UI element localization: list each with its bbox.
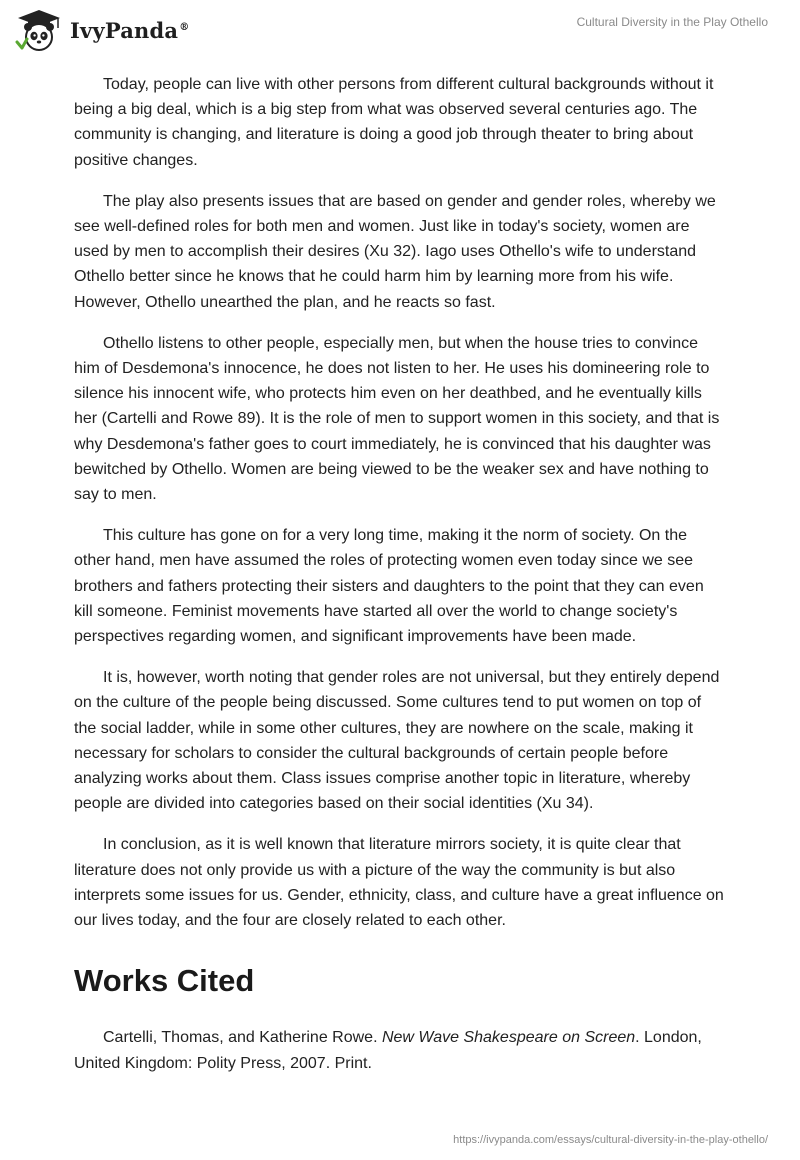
brand-logo[interactable] [14,8,189,52]
essay-body [74,72,726,1092]
citation-details: . London, United Kingdom: Polity Press, 2007. Print. [74,1029,702,1072]
citation-entry [74,1025,726,1075]
document-title: Cultural Diversity in the Play Othello [576,15,768,29]
source-url[interactable]: https://ivypanda.com/essays/cultural-diversity-in-the-play-othello/ [453,1134,768,1146]
body-paragraph: The play also presents issues that are based on gender and gender roles, whereby we see well-defined roles for both men and women. Just like in today's society, women are used by men to accomplish their desires (Xu 32). Iago uses Othello's wife to understand Othello better since he knows that he could harm him by learning more from his wife. However, Othello unearthed the plan, and he reacts so fast. [74,192,716,311]
works-cited-heading: Works Cited [74,963,255,999]
body-paragraph: This culture has gone on for a very long time, making it the norm of society. On the other hand, men have assumed the roles of protecting women even today since we see brothers and fathers protecting their sisters and daughters to the point that they can even kill someone. Feminist movements have started all over the world to change society's perspectives regarding women, and significant improvements have been made. [74,527,704,646]
body-paragraph: Othello listens to other people, especially men, but when the house tries to convince him of Desdemona's innocence, he does not listen to her. He uses his domineering role to silence his innocent wife, who protects him even on her deathbed, and he eventually kills her (Cartelli and Rowe 89). It is the role of men to support women in this society, and that is why Desdemona's father goes to court immediately, he is convinced that his daughter was bewitched by Othello. Women are being viewed to be the weaker sex and have nothing to say to men. [74,334,720,504]
body-paragraph: Today, people can live with other persons from different cultural backgrounds without it being a big deal, which is a big step from what was observed several centuries ago. The community is changing, and literature is doing a good job through theater to bring about positive changes. [74,76,714,169]
citation-authors: Cartelli, Thomas, and Katherine Rowe. [103,1029,382,1047]
citation-title: New Wave Shakespeare on Screen [381,1029,636,1047]
panda-mascot-icon [14,8,64,52]
brand-name: IvyPanda® [70,17,190,43]
page-header [0,0,800,60]
registered-mark: ® [179,21,190,33]
body-paragraph: In conclusion, as it is well known that literature mirrors society, it is quite clear that literature does not only provide us with a picture of the way the community is but also interprets some issues for us. Gender, ethnicity, class, and culture have a great influence on our lives today, and the four are closely related to each other. [74,836,724,930]
body-paragraph: It is, however, worth noting that gender roles are not universal, but they entirely depend on the culture of the people being discussed. Some cultures tend to put women on top of the social ladder, while in some other cultures, they are nowhere on the scale, making it necessary for scholars to consider the cultural backgrounds of certain people before analyzing works about them. Class issues comprise another topic in literature, whereby people are divided into categories based on their social identities (Xu 34). [74,669,720,813]
